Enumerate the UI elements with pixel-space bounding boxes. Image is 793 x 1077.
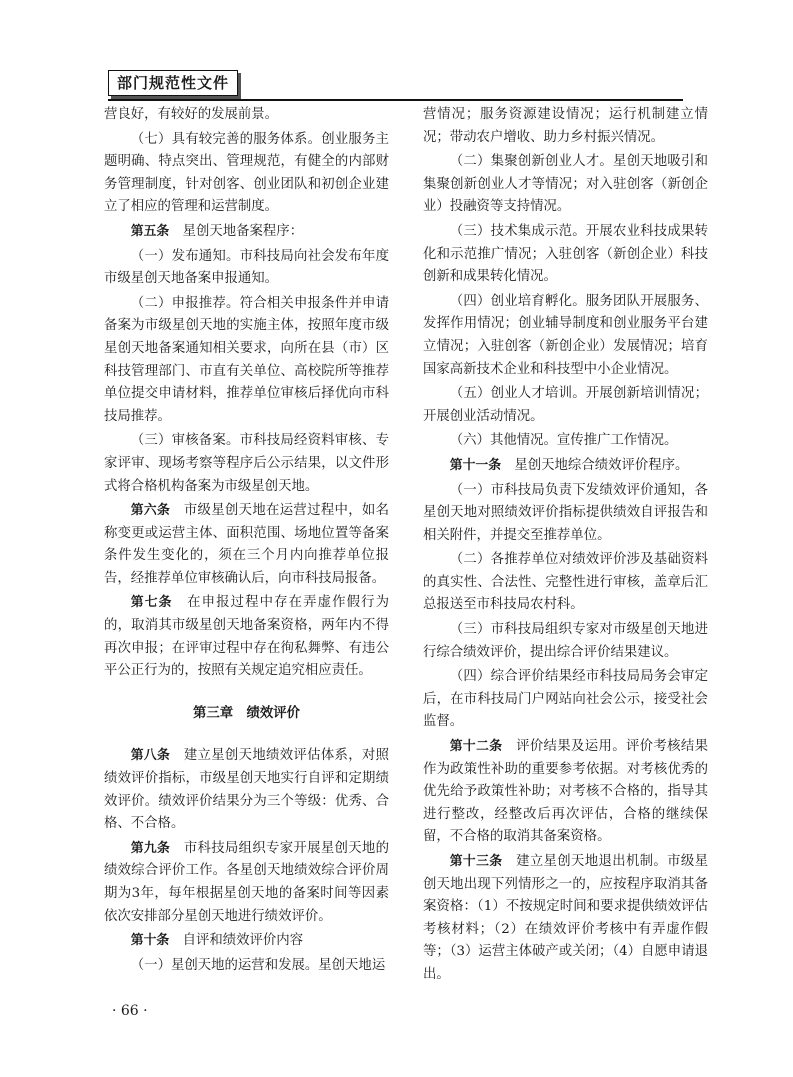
article-text: 市科技局组织专家开展星创天地的绩效综合评价工作。各星创天地绩效综合评价周期为3年，每年根据星创天地的备案时间等因素依次安排部分星创天地进行绩效评价。 xyxy=(104,840,390,924)
article-title: 第十条 xyxy=(130,933,170,949)
article-title: 第六条 xyxy=(130,503,171,519)
article-title: 第七条 xyxy=(130,595,173,611)
paragraph: （三）技术集成示范。开展农业科技成果转化和示范推广情况；入驻创客（新创企业）科技创新和成果转化情况。 xyxy=(423,223,708,285)
paragraph: （五）创业人才培训。开展创新培训情况；开展创业活动情况。 xyxy=(423,386,708,424)
article-13 xyxy=(423,851,708,987)
article-text: 建立星创天地退出机制。市级星创天地出现下列情形之一的，应按程序取消其备案资格：（1）不按规定时间和要求提供绩效评估考核材料；（2）在绩效评价考核中有弄虚作假等；（3）运营主体破产或关闭；（4）自愿申请退出。 xyxy=(423,854,709,982)
article-text: 市级星创天地在运营过程中，如名称变更或运营主体、面积范围、场地位置等备案条件发生变化的，须在三个月内向推荐单位报告，经推荐单位审核确认后，向市科技局报备。 xyxy=(104,503,390,586)
paragraph: （二）各推荐单位对绩效评价涉及基础资料的真实性、合法性、完整性进行审核，盖章后汇总报送至市科技局农村科。 xyxy=(423,552,708,613)
chapter-heading: 第三章 绩效评价 xyxy=(192,705,301,721)
article-6 xyxy=(104,500,389,590)
page-number: · 66 · xyxy=(112,1003,148,1019)
paragraph: （一）星创天地的运营和发展。星创天地运 xyxy=(130,957,386,973)
paragraph: （三）审核备案。市科技局经资料审核、专家评审、现场考察等程序后公示结果，以文件形式将合格机构备案为市级星创天地。 xyxy=(104,433,389,494)
article-title: 第十二条 xyxy=(449,739,503,755)
article-title: 第十一条 xyxy=(449,457,501,473)
header-rule xyxy=(108,99,683,101)
article-text: 星创天地备案程序： xyxy=(182,223,304,239)
article-title: 第八条 xyxy=(130,748,171,764)
paragraph: 营情况；服务资源建设情况；运行机制建立情况；带动农户增收、助力乡村振兴情况。 xyxy=(423,107,708,145)
paragraph: （三）市科技局组织专家对市级星创天地进行综合绩效评价，提出综合评价结果建议。 xyxy=(423,622,708,660)
article-12 xyxy=(423,736,708,849)
paragraph: 营良好，有较好的发展前景。 xyxy=(104,107,279,122)
paragraph: （一）发布通知。市科技局向社会发布年度市级星创天地备案申报通知。 xyxy=(104,248,389,287)
article-text: 建立星创天地绩效评估体系，对照绩效评价指标，市级星创天地实行自评和定期绩效评价。绩效评价结果分为三个等级：优秀、合格、不合格。 xyxy=(104,748,390,832)
article-text: 自评和绩效评价内容 xyxy=(182,933,304,949)
article-11 xyxy=(423,455,708,478)
right-column xyxy=(423,104,708,989)
article-9 xyxy=(104,838,389,928)
paragraph: （四）创业培育孵化。服务团队开展服务、发挥作用情况；创业辅导制度和创业服务平台建立情况；入驻创客（新创企业）发展情况；培育国家高新技术企业和科技型中小企业情况。 xyxy=(423,293,708,377)
article-text: 星创天地综合绩效评价程序。 xyxy=(514,457,689,473)
paragraph: （一）市科技局负责下发绩效评价通知，各星创天地对照绩效评价指标提供绩效自评报告和相关附件，并提交至推荐单位。 xyxy=(423,482,708,543)
paragraph: （二）集聚创新创业人才。星创天地吸引和集聚创新创业人才等情况；对入驻创客（新创企业）投融资等支持情况。 xyxy=(423,154,708,215)
article-8 xyxy=(104,745,389,835)
left-column xyxy=(104,104,389,979)
article-text: 评价结果及运用。评价考核结果作为政策性补助的重要参考依据。对考核优秀的优先给予政策性补助；对考核不合格的，指导其进行整改，经整改后再次评估，合格的继续保留，不合格的取消其备案资格。 xyxy=(423,739,709,845)
article-10 xyxy=(104,930,389,953)
paragraph: （四）综合评价结果经市科技局局务会审定后，在市科技局门户网站向社会公示，接受社会监督。 xyxy=(423,669,708,730)
paragraph: （二）申报推荐。符合相关申报条件并申请备案为市级星创天地的实施主体，按照年度市级星创天地备案通知相关要求，向所在县（市）区科技管理部门、市直有关单位、高校院所等推荐单位提交申请材料，推荐单位审核后择优向市科技局推荐。 xyxy=(104,295,389,424)
article-title: 第五条 xyxy=(130,223,170,239)
paragraph: （七）具有较完善的服务体系。创业服务主题明确、特点突出、管理规范，有健全的内部财务管理制度，针对创客、创业团队和初创企业建立了相应的管理和运营制度。 xyxy=(104,131,389,215)
section-header-tag: 部门规范性文件 xyxy=(108,70,238,96)
article-title: 第九条 xyxy=(130,840,171,856)
article-7 xyxy=(104,592,389,682)
paragraph: （六）其他情况。宣传推广工作情况。 xyxy=(449,433,678,449)
article-text: 在申报过程中存在弄虚作假行为的，取消其市级星创天地备案资格，两年内不得再次申报；在评审过程中存在徇私舞弊、有违公平公正行为的，按照有关规定追究相应责任。 xyxy=(104,595,390,679)
article-5 xyxy=(104,221,389,244)
article-title: 第十三条 xyxy=(449,854,503,869)
